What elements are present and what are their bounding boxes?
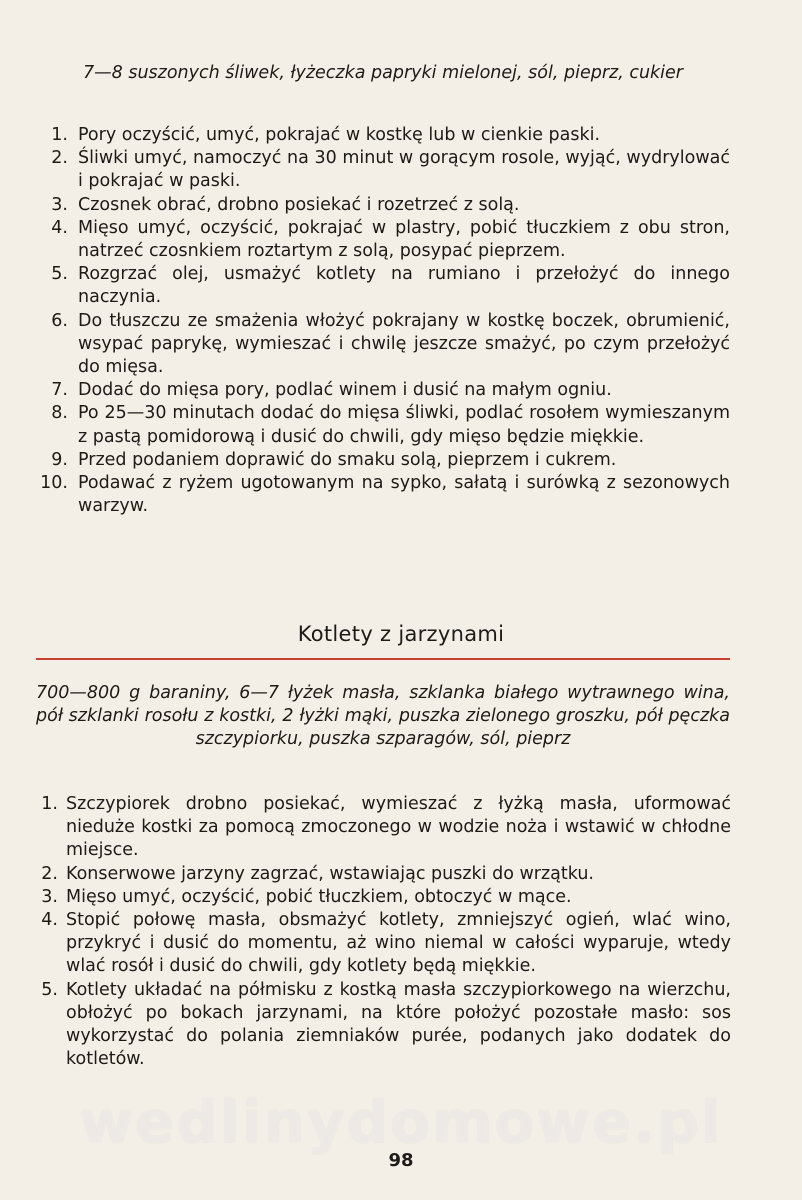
step-number: 3. xyxy=(41,886,58,907)
list-item xyxy=(0,402,730,448)
watermark: wedlinydomowe.pl xyxy=(79,1088,723,1156)
step-text: Po 25—30 minutach dodać do mięsa śliwki, podlać rosołem wymieszanym z pastą pomidorową i dusić do chwili, gdy mięso będzie miękkie. xyxy=(78,403,730,447)
step-text: Dodać do mięsa pory, podlać winem i dusić na małym ogniu. xyxy=(78,380,612,401)
list-item xyxy=(0,863,731,886)
step-number: 7. xyxy=(51,380,68,401)
step-number: 4. xyxy=(51,217,68,238)
list-item xyxy=(0,909,731,979)
list-item xyxy=(0,449,730,472)
step-number: 10. xyxy=(40,473,68,494)
step-number: 2. xyxy=(51,148,68,169)
step-number: 1. xyxy=(51,125,68,145)
step-text: Szczypiorek drobno posiekać, wymieszać z łyżką masła, uformować nieduże kostki za pomocą zmoczonego w wodzie noża i wstawić w chłodne miejsce. xyxy=(66,794,731,861)
step-text: Rozgrzać olej, usmażyć kotlety na rumiano i przełożyć do innego naczynia. xyxy=(78,264,730,308)
step-number: 5. xyxy=(51,264,68,285)
list-item xyxy=(0,194,730,217)
recipe2-steps xyxy=(0,793,802,1071)
step-text: Śliwki umyć, namoczyć na 30 minut w gorącym rosole, wyjąć, wydrylować i pokrajać w paski. xyxy=(78,148,730,192)
list-item xyxy=(0,310,730,380)
step-text: Mięso umyć, oczyścić, pobić tłuczkiem, obtoczyć w mące. xyxy=(66,886,572,907)
step-number: 4. xyxy=(41,910,58,931)
recipe2-ingredients: 700—800 g baraniny, 6—7 łyżek masła, szklanka białego wytrawnego wina, pół szklanki rosołu z kostki, 2 łyżki mąki, puszka zielonego groszku, pół pęczka szczypiorku, puszka szparagów, sól, pieprz xyxy=(36,683,730,749)
step-text: Przed podaniem doprawić do smaku solą, pieprzem i cukrem. xyxy=(78,449,617,470)
step-number: 3. xyxy=(51,194,68,215)
step-text: Pory oczyścić, umyć, pokrajać w kostkę lub w cienkie paski. xyxy=(78,125,601,145)
page-number: 98 xyxy=(388,1150,414,1171)
step-number: 1. xyxy=(41,794,58,814)
step-text: Kotlety układać na półmisku z kostką masła szczypiorkowego na wierzchu, obłożyć po bokach jarzynami, na które położyć pozostałe masło: sos wykorzystać do polania ziemniaków purée, podanych jako dodatek do kotletów. xyxy=(66,979,731,1070)
list-item xyxy=(0,793,731,863)
recipe2-title: Kotlety z jarzynami xyxy=(297,622,505,646)
list-item xyxy=(0,124,730,147)
step-number: 6. xyxy=(51,310,68,331)
list-item xyxy=(0,147,730,193)
title-divider xyxy=(36,658,730,660)
step-number: 8. xyxy=(51,403,68,424)
list-item xyxy=(0,979,731,1072)
list-item xyxy=(0,217,730,263)
recipe1-ingredients: 7—8 suszonych śliwek, łyżeczka papryki mielonej, sól, pieprz, cukier xyxy=(83,63,683,83)
step-text: Czosnek obrać, drobno posiekać i rozetrzeć z solą. xyxy=(78,194,520,215)
step-number: 5. xyxy=(41,979,58,1000)
step-text: Stopić połowę masła, obsmażyć kotlety, zmniejszyć ogień, wlać wino, przykryć i dusić do momentu, aż wino niemal w całości wyparuje, wtedy wlać rosół i dusić do chwili, gdy kotlety będą miękkie. xyxy=(66,910,731,977)
step-number: 9. xyxy=(51,449,68,470)
list-item xyxy=(0,472,730,518)
list-item xyxy=(0,379,730,402)
list-item xyxy=(0,263,730,309)
step-text: Do tłuszczu ze smażenia włożyć pokrajany w kostkę boczek, obrumienić, wsypać paprykę, wymieszać i chwilę jeszcze smażyć, po czym przełożyć do mięsa. xyxy=(78,310,730,378)
step-number: 2. xyxy=(41,863,58,884)
recipe1-steps xyxy=(0,124,802,518)
step-text: Mięso umyć, oczyścić, pokrajać w plastry, pobić tłuczkiem z obu stron, natrzeć czosnkiem roztartym z solą, posypać pieprzem. xyxy=(78,217,730,262)
list-item xyxy=(0,886,731,909)
step-text: Podawać z ryżem ugotowanym na sypko, sałatą i surówką z sezonowych warzyw. xyxy=(78,473,730,517)
step-text: Konserwowe jarzyny zagrzać, wstawiając puszki do wrzątku. xyxy=(66,863,594,884)
